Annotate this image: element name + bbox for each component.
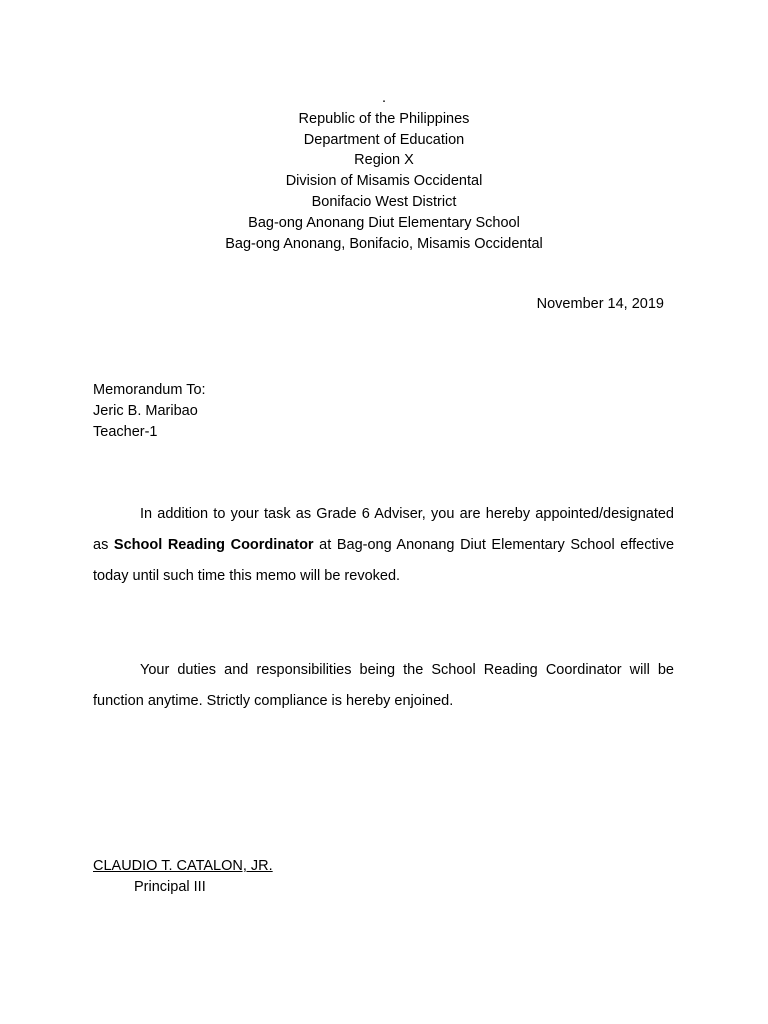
- recipient-title: Teacher-1: [93, 424, 158, 440]
- memo-date: November 14, 2019: [536, 296, 664, 312]
- paragraph-1-text-start: In addition to your task as Grade 6 Adviser, you are hereby appointed/designated as: [93, 506, 674, 553]
- letterhead: [0, 88, 768, 254]
- letterhead-address: Bag-ong Anonang, Bonifacio, Misamis Occidental: [225, 235, 543, 252]
- paragraph-2-text: Your duties and responsibilities being the School Reading Coordinator will be function anytime. Strictly compliance is hereby enjoined.: [93, 662, 674, 709]
- designation-bold: School Reading Coordinator: [113, 537, 314, 553]
- letterhead-department: Department of Education: [303, 131, 465, 148]
- memo-recipient-block: [93, 380, 206, 443]
- letterhead-dot: .: [381, 90, 387, 106]
- letterhead-country: Republic of the Philippines: [298, 110, 470, 127]
- letterhead-district: Bonifacio West District: [311, 193, 457, 210]
- signature-block: [93, 856, 273, 898]
- recipient-name: Jeric B. Maribao: [93, 403, 198, 419]
- letterhead-school: Bag-ong Anonang Diut Elementary School: [248, 214, 520, 231]
- paragraph-1-text-end: at Bag-ong Anonang Diut Elementary School effective today until such time this memo will be revoked.: [93, 537, 675, 584]
- body-paragraph-1: [93, 499, 674, 592]
- memo-to-label: Memorandum To:: [93, 382, 206, 398]
- letterhead-region: Region X: [354, 152, 414, 169]
- body-paragraph-2: [93, 655, 674, 717]
- signatory-name: CLAUDIO T. CATALON, JR.: [93, 858, 273, 874]
- signatory-title: Principal III: [134, 879, 206, 895]
- letterhead-division: Division of Misamis Occidental: [285, 173, 483, 190]
